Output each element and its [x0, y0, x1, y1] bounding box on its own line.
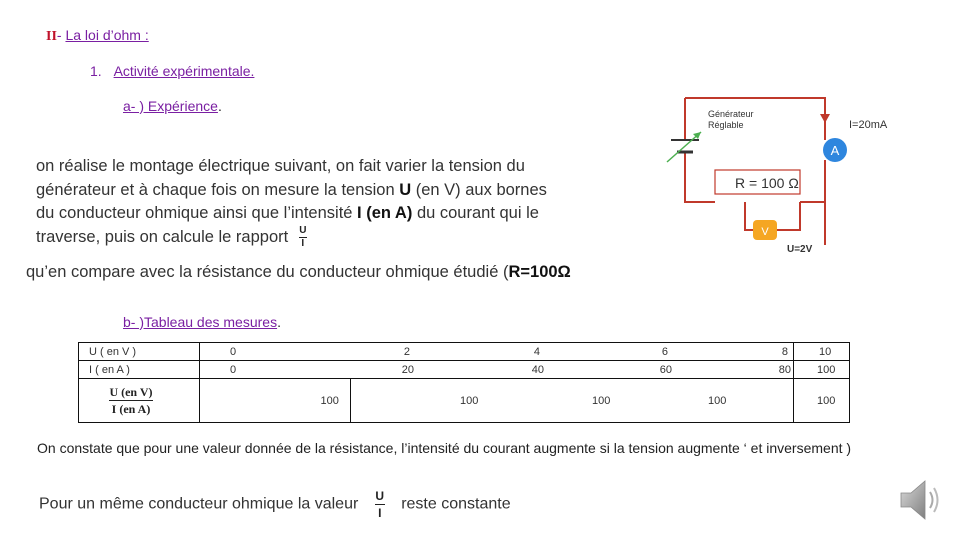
activity-number: 1. — [90, 63, 102, 79]
ratio-label-num: U (en V) — [109, 385, 153, 399]
activity-heading — [90, 63, 254, 79]
current-label: I=20mA — [849, 119, 888, 131]
final-fraction-den: I — [378, 506, 382, 520]
wire-left-bottom — [685, 152, 715, 202]
section-separator: - — [56, 27, 66, 43]
section-number: II — [46, 29, 57, 44]
current-arrow — [820, 114, 830, 123]
generator-label-1: Générateur — [708, 109, 754, 119]
resistance-value: R=100Ω — [508, 263, 571, 281]
comparison-text: qu’en compare avec la résistance du conducteur ohmique étudié ( — [26, 263, 509, 281]
ammeter-label: A — [830, 143, 840, 158]
table-heading — [123, 314, 281, 330]
description-part-1: on réalise le montage électrique suivant, on fait varier la tension du générateur et à chaque fois on mesure la tension — [36, 157, 525, 199]
table-cell: 0 — [200, 343, 351, 361]
fraction-numerator: U — [299, 224, 307, 236]
row-label-ratio — [79, 379, 200, 423]
generator-label-2: Réglable — [708, 120, 744, 130]
table-title: b- )Tableau des mesures — [123, 314, 278, 330]
row-label-i: I ( en A ) — [79, 361, 200, 379]
speaker-icon[interactable] — [895, 475, 945, 525]
final-fraction-num: U — [375, 489, 385, 503]
conclusion-text: On constate que pour une valeur donnée de la résistance, l’intensité du courant augmente si la tension augmente ‘ et inversement ) — [37, 440, 852, 456]
table-cell: 2 — [350, 343, 420, 361]
table-cell: 100 — [420, 379, 558, 423]
table-cell: 80 — [688, 361, 794, 379]
wire-voltmeter-left — [745, 202, 753, 230]
table-cell: 0 — [200, 361, 351, 379]
measurements-table — [78, 342, 850, 423]
experience-heading — [123, 98, 222, 114]
wire-top — [685, 98, 825, 140]
description-u: U — [399, 180, 412, 199]
table-cell: 40 — [420, 361, 558, 379]
experience-dot: . — [217, 98, 222, 114]
ratio-fraction — [299, 226, 307, 249]
final-text-a: Pour un même conducteur ohmique la valeur — [39, 495, 359, 513]
table-cell: 100 — [350, 379, 420, 423]
final-statement — [39, 490, 511, 519]
table-cell: 100 — [688, 379, 794, 423]
table-cell: 4 — [420, 343, 558, 361]
table-cell: 8 — [688, 343, 794, 361]
table-row-i — [79, 361, 850, 379]
table-cell: 20 — [350, 361, 420, 379]
voltmeter-label: V — [761, 226, 769, 238]
description-part-2: (en V) aux bornes du conducteur ohmique ainsi que l’intensité — [36, 180, 547, 222]
table-cell: 10 — [794, 343, 850, 361]
final-text-b: reste constante — [401, 495, 511, 513]
description-i: I (en A) — [357, 204, 413, 222]
final-fraction — [375, 490, 385, 519]
resistor-label: R = 100 Ω — [735, 175, 799, 191]
section-title: La loi d’ohm : — [65, 27, 149, 43]
table-cell: 60 — [558, 361, 688, 379]
ratio-label-fraction — [109, 386, 153, 415]
experience-title: a- ) Expérience — [123, 98, 218, 114]
table-cell: 100 — [558, 379, 688, 423]
description-part-3: du courant qui le traverse, puis on calcule le rapport — [36, 204, 539, 246]
comparison-line — [26, 263, 571, 282]
circuit-diagram — [655, 90, 905, 260]
table-cell: 100 — [794, 379, 850, 423]
ratio-label-den: I (en A) — [111, 402, 151, 416]
table-title-dot: . — [277, 314, 281, 330]
row-label-u: U ( en V ) — [79, 343, 200, 361]
fraction-denominator: I — [301, 237, 305, 249]
table-row-ratio — [79, 379, 850, 423]
table-row-u — [79, 343, 850, 361]
activity-title: Activité expérimentale. — [113, 63, 255, 79]
wire-voltmeter-right — [777, 202, 800, 230]
table-cell: 100 — [794, 361, 850, 379]
section-heading — [46, 27, 149, 45]
table-cell: 6 — [558, 343, 688, 361]
voltage-label: U=2V — [787, 244, 813, 255]
experiment-description — [36, 155, 556, 249]
